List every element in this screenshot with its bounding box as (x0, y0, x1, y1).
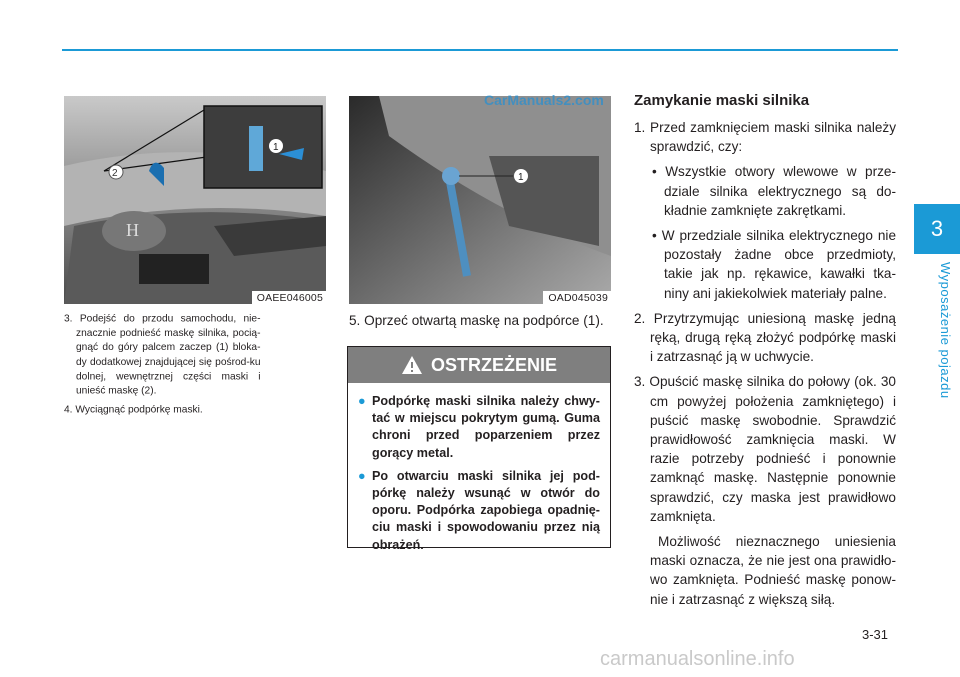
step-number: 4. (64, 403, 73, 415)
hood-release-photo (64, 96, 326, 304)
bullet-dot-icon: ● (358, 394, 366, 408)
hood-prop-illustration (349, 96, 611, 304)
closing-note: Możliwość nieznacznego uniesienia maski oznacza, że nie jest ona prawidło-wo zamknięta. Podnieść maskę ponow-nie i zatrzasnąć z większą siłą. (650, 534, 896, 607)
section-heading: Zamykanie maski silnika (634, 92, 810, 109)
warning-title: OSTRZEŻENIE (430, 354, 557, 375)
chapter-title: Wyposażenie pojazdu (938, 262, 953, 399)
callout-2-label: 2 (112, 168, 118, 179)
step-3-closing (634, 372, 896, 526)
watermark-top: CarManuals2.com (484, 92, 604, 108)
warning-body (348, 383, 610, 554)
bullet-dot-icon: ● (358, 468, 366, 483)
step-number: 2. (634, 310, 646, 326)
step-3 (64, 311, 261, 397)
step-number: 3. (64, 312, 73, 324)
step-text: Opuścić maskę silnika do połowy (ok. 30 cm powyżej położenia zamkniętego) i puścić maskę swobodnie. Sprawdzić prawidłowość zamknięcia maski. W razie potrzeby podnieść i ponownie zamknąć maskę. Następnie ponownie sprawdzić, czy maska jest prawidłowo zamknięta. (649, 374, 896, 524)
bullet-item: • Wszystkie otwory wlewowe w prze-dziale silnika elektrycznego są do-kładnie zamknięte zakrętkami. (652, 164, 896, 218)
step-4 (64, 402, 261, 416)
right-column (634, 118, 896, 609)
page-number: 3-31 (862, 627, 889, 642)
hood-prop-photo (349, 96, 611, 304)
top-rule (62, 49, 898, 51)
warning-box (347, 346, 611, 552)
warning-item (358, 468, 600, 554)
step-text: Oprzeć otwartą maskę na podpórce (1). (364, 313, 604, 328)
warning-triangle-icon (401, 355, 423, 375)
warning-item (358, 393, 600, 462)
figure-code: OAD045039 (543, 291, 611, 304)
step-text: Przed zamknięciem maski silnika należy sprawdzić, czy: (650, 120, 896, 155)
watermark-bottom: carmanualsonline.info (600, 648, 795, 670)
left-column (64, 311, 261, 421)
step-text: Przytrzymując uniesioną maskę jedną ręką, drugą ręką złożyć podpórkę maski i zatrzasnąć ją w uchwycie. (650, 310, 896, 365)
bullet-item: • W przedziale silnika elektrycznego nie pozostały żadne obce przedmioty, takie jak np. rękawice, kawałki tka-niny ani jakiekolwiek materiały palne. (652, 228, 897, 301)
callout-1-label: 1 (273, 142, 279, 153)
step-number: 5. (349, 313, 361, 328)
warning-header (348, 347, 610, 383)
bullet-text: W przedziale silnika elektrycznego nie pozostały żadne obce przedmioty, takie jak np. rękawice, kawałki tka-niny ani jakiekolwiek materiały palne. (661, 228, 897, 301)
callout-1-label: 1 (518, 172, 524, 183)
step-number: 3. (634, 374, 646, 390)
svg-text:H: H (126, 220, 139, 240)
step-text: Wyciągnąć podpórkę maski. (75, 403, 203, 415)
step-number: 1. (634, 120, 646, 135)
step-text: Podejść do przodu samochodu, nie-znacznie podnieść maskę silnika, pocią-gnąć do góry palcem zaczep (1) bloka-dy dodatkowej znajdującej się pośrod-ku dolnej, wewnętrznej części maski i unieść maskę (2). (76, 312, 261, 396)
car-front-illustration (64, 96, 326, 304)
figure-code: OAEE046005 (252, 291, 326, 304)
chapter-tab: 3 (914, 204, 960, 254)
warning-item-text: Po otwarciu maski silnika jej pod-pórkę należy wsunąć w otwór do oporu. Podpórka zapobiega opadnię-ciu maski i spowodowaniu przez nią obrażeń. (372, 468, 600, 552)
warning-item-text: Podpórkę maski silnika należy chwy-tać w miejscu pokrytym gumą. Guma chroni przed poparzeniem przez gorący metal. (372, 394, 600, 460)
step-1 (634, 118, 896, 156)
step-2 (634, 309, 896, 367)
middle-column (349, 311, 611, 336)
bullet-text: Wszystkie otwory wlewowe w prze-dziale silnika elektrycznego są do-kładnie zamknięte zakrętkami. (664, 164, 896, 218)
step-5 (349, 311, 611, 330)
